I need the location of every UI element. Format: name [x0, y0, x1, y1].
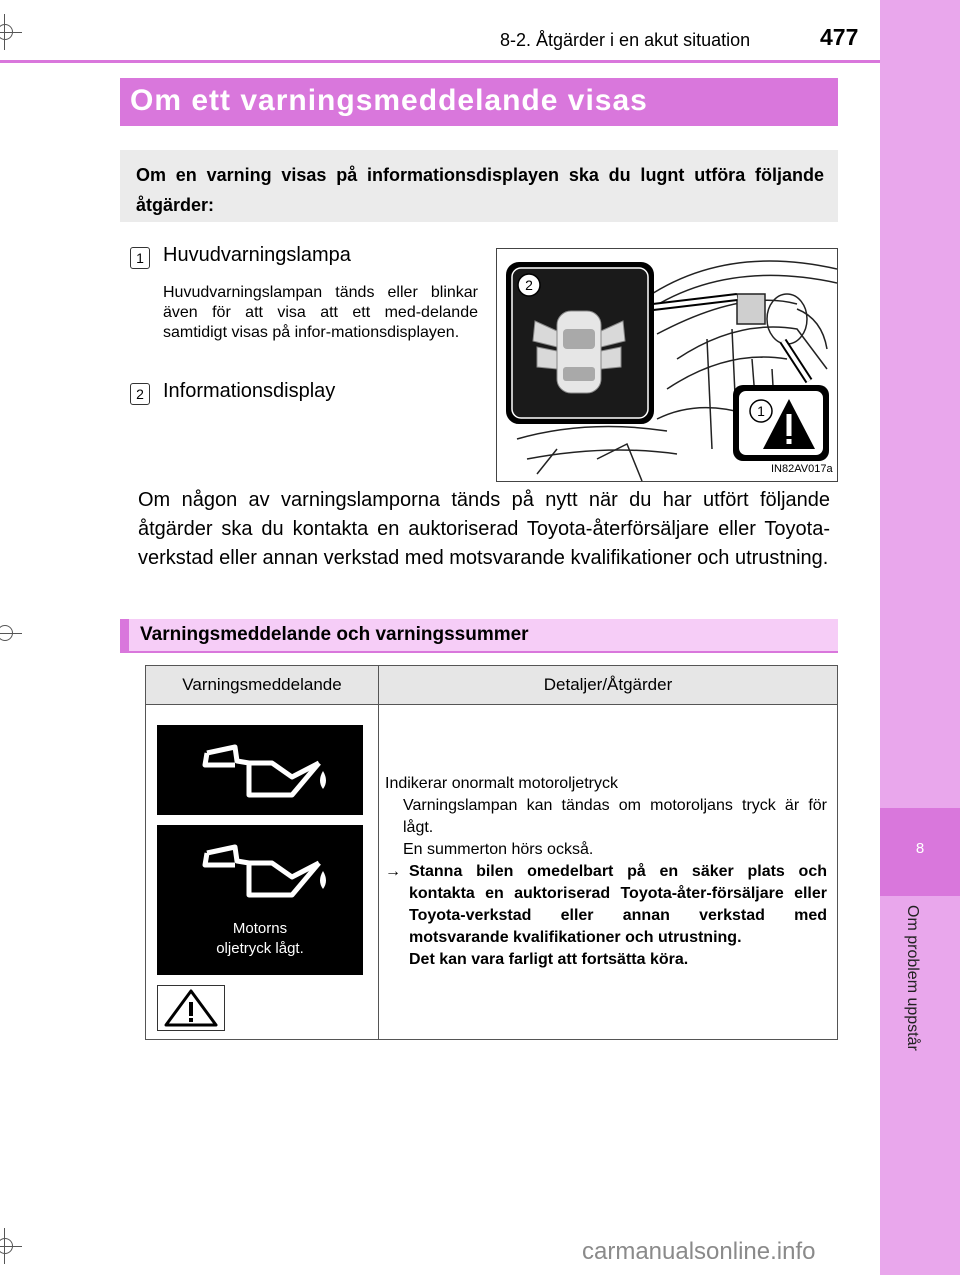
section-header: 8-2. Åtgärder i en akut situation: [500, 30, 751, 50]
detail-heading: Indikerar onormalt motoroljetryck: [385, 775, 618, 792]
display-message-line: Motorns: [232, 920, 288, 937]
warning-triangle-icon: [158, 986, 224, 1030]
chapter-number: 8: [915, 840, 925, 857]
oil-pressure-icon: [157, 725, 363, 815]
table-header-row: [146, 666, 838, 705]
page-title: Om ett varningsmeddelande visas: [130, 84, 648, 117]
section-heading: Varningsmeddelande och varningssummer: [140, 624, 529, 645]
callout-1-label: 1: [757, 403, 765, 419]
crop-mark-circle: [0, 1238, 13, 1254]
warning-details-cell: [379, 705, 838, 1040]
section-rule: [120, 651, 838, 653]
body-paragraph: Om någon av varningslamporna tänds på nytt när du har utfört följande åtgärder ska du kontakta en auktoriserad Toyota-återförsäljare eller Toyota-verkstad eller annan verkstad med motsvarande kvalifikationer och utrustning.: [138, 489, 830, 569]
warning-message-cell: [146, 705, 379, 1040]
display-message-line: oljetryck lågt.: [216, 940, 304, 957]
figure-code: IN82AV017a: [771, 463, 833, 475]
oil-display-with-message: [157, 825, 363, 975]
action-text: [409, 861, 827, 971]
oil-display-small: [157, 725, 363, 815]
section-heading-bar: [120, 619, 838, 653]
action-warning: Det kan vara farligt att fortsätta köra.: [409, 951, 689, 968]
section-accent: [120, 619, 129, 653]
header-rule: [0, 60, 880, 63]
detail-text: En summerton hörs också.: [403, 841, 594, 858]
display-message: [157, 919, 363, 959]
chapter-title: Om problem uppstår: [904, 905, 921, 1051]
dashboard-drawing: [497, 249, 837, 481]
warning-table: [145, 665, 838, 1040]
intro-box: [120, 150, 838, 222]
table-header-details: Detaljer/Åtgärder: [379, 666, 838, 705]
oil-pressure-icon: [157, 825, 363, 915]
table-header-message: Varningsmeddelande: [146, 666, 379, 705]
warning-symbol-box: [157, 985, 225, 1031]
crop-mark-circle: [0, 24, 13, 40]
item-description: Huvudvarningslampan tänds eller blinkar även för att visa att ett med-delande samtidigt visas på infor-mationsdisplayen.: [163, 284, 478, 341]
page-title-bar: [120, 78, 838, 126]
page-number: 477: [820, 24, 859, 50]
item-number-badge: 2: [130, 383, 150, 405]
item-number-badge: 1: [130, 247, 150, 269]
intro-text: Om en varning visas på informationsdisplayen ska du lugnt utföra följande åtgärder:: [136, 165, 824, 215]
arrow-icon: →: [385, 863, 401, 880]
item-title: Informationsdisplay: [163, 380, 336, 402]
table-row: [146, 705, 838, 1040]
chapter-title-vertical: [903, 905, 923, 1105]
callout-2-label: 2: [525, 277, 533, 293]
dashboard-illustration: [496, 248, 838, 482]
action-text-main: Stanna bilen omedelbart på en säker plats och kontakta en auktoriserad Toyota-åter-försäljare eller Toyota-verkstad eller annan verkstad med motsvarande kvalifikationer och utrustning.: [409, 863, 827, 946]
crop-mark-circle: [0, 625, 13, 641]
watermark: carmanualsonline.info: [582, 1238, 816, 1265]
action-instruction: [385, 861, 827, 971]
detail-text: Varningslampan kan tändas om motoroljans tryck är för lågt.: [403, 797, 827, 836]
item-title: Huvudvarningslampa: [163, 244, 351, 266]
